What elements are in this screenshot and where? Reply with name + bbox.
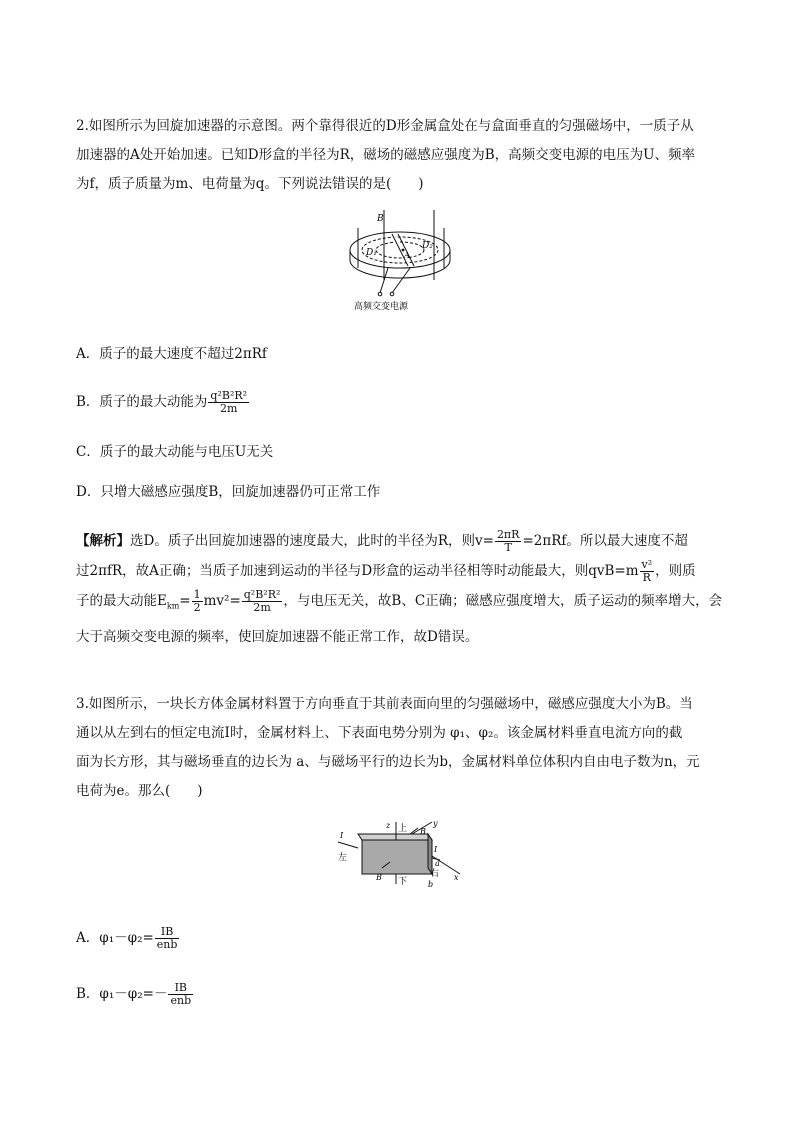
analysis-l4: 大于高频交变电源的频率，使回旋加速器不能正常工作，故D错误。 (76, 628, 479, 645)
cyclotron-figure (340, 208, 460, 318)
q3-option-b-fraction (168, 982, 193, 1007)
analysis-frac4 (242, 589, 283, 614)
q2-option-d: D．只增大磁感应强度B，回旋加速器仍可正常工作 (76, 484, 381, 500)
analysis-l3-sub: km (166, 601, 180, 611)
q2-option-b-num: q²B²R² (210, 389, 248, 402)
q3-option-a-prefix: A．φ₁－φ₂= (76, 930, 154, 946)
analysis-frac2 (640, 559, 655, 584)
q2-option-b-den: 2m (220, 402, 238, 415)
analysis-l2a: 过2πfR，故A正确；当质子加速到运动的半径与D形盒的运动半径相等时动能最大，则qvB=m (76, 563, 639, 579)
analysis-frac1 (495, 529, 522, 554)
q2-option-a: A．质子的最大速度不超过2πRf (76, 346, 267, 362)
q2-option-b (76, 390, 250, 415)
analysis-l1a: 选D。质子出回旋加速器的速度最大，此时的半径为R，则v= (130, 533, 494, 549)
q3-stem-line1: 3.如图所示，一块长方体金属材料置于方向垂直于其前表面向里的匀强磁场中，磁感应强度大小为B。当 (76, 696, 693, 712)
fig2-label-d2: D₂ (422, 241, 433, 251)
q2-stem-line3: 为f，质子质量为m、电荷量为q。下列说法错误的是( ) (76, 176, 424, 192)
fig2-caption: 高频交变电源 (354, 302, 409, 312)
q3-stem-line3: 面为长方形，其与磁场垂直的边长为 a、与磁场平行的边长为b，金属材料单位体积内自由电子数为n，元 (76, 754, 700, 770)
fig3-label-b-bottom: B (376, 873, 382, 882)
analysis-l1b: =2πRf。所以最大速度不超 (522, 533, 688, 549)
analysis-frac4-den: 2m (253, 601, 271, 614)
q3-option-a-num: IB (155, 926, 180, 939)
fig3-label-x: x (454, 873, 459, 882)
analysis-tag: 【解析】 (76, 533, 130, 549)
q3-option-a-fraction (155, 926, 180, 951)
fig2-label-b: B (377, 214, 384, 224)
analysis-frac3-num: 1 (193, 588, 201, 601)
q2-option-c: C．质子的最大动能与电压U无关 (76, 444, 274, 460)
fig3-label-down: 下 (398, 877, 408, 887)
q3-option-b-den: enb (170, 994, 192, 1007)
fig3-label-left: 左 (338, 853, 348, 863)
q3-option-b-prefix: B．φ₁－φ₂=－ (76, 986, 168, 1002)
hall-effect-figure (336, 818, 466, 890)
analysis-l3b: = (179, 593, 191, 609)
analysis-frac3-den: 2 (193, 601, 201, 614)
fig3-label-up: 上 (398, 824, 408, 834)
q2-stem-line2: 加速器的A处开始加速。已知D形盒的半径为R，磁场的磁感应强度为B，高频交变电源的电压为U、频率 (76, 147, 696, 163)
analysis-frac2-num: v² (641, 558, 653, 571)
q3-stem-line4: 电荷为e。那么( ) (76, 783, 203, 799)
analysis-frac2-den: R (642, 571, 651, 584)
analysis-l3a: 子的最大动能E (76, 593, 167, 609)
q2-stem-line1: 2.如图所示为回旋加速器的示意图。两个靠得很近的D形金属盒处在与盒面垂直的匀强磁场中，一质子从 (76, 118, 694, 134)
q2-option-b-prefix: B．质子的最大动能为 (76, 394, 208, 410)
analysis-l3d: ，与电压无关，故B、C正确；磁感应强度增大，质子运动的频率增大，会 (283, 593, 723, 609)
fig3-label-b-top: B (420, 827, 426, 836)
fig3-label-i-right: I (434, 845, 438, 854)
fig3-label-right: 右 (430, 869, 440, 879)
analysis-frac1-num: 2πR (496, 528, 520, 541)
analysis-l3c: mv²= (203, 593, 241, 609)
q3-option-b (76, 982, 194, 1007)
fig3-label-i-left: I (340, 831, 344, 840)
q3-stem-line2: 通以从左到右的恒定电流I时，金属材料上、下表面电势分别为 φ₁、φ₂。该金属材料垂直电流方向的截 (76, 725, 683, 741)
q3-stem (76, 690, 736, 806)
fig3-label-z: z (386, 821, 391, 830)
analysis-frac1-den: T (504, 541, 512, 554)
analysis-frac4-num: q²B²R² (243, 588, 281, 601)
analysis-l2b: ，则质 (655, 563, 696, 579)
q2-stem (76, 112, 736, 199)
fig2-label-a: A (404, 251, 410, 260)
fig3-label-a: a (435, 859, 440, 868)
fig2-label-d1: D₁ (366, 248, 377, 258)
analysis-frac3 (192, 589, 203, 614)
q3-option-b-num: IB (168, 982, 193, 995)
fig3-label-y: y (433, 819, 438, 828)
q3-option-a (76, 926, 180, 951)
q3-option-a-den: enb (156, 938, 178, 951)
q2-option-b-fraction (208, 390, 249, 415)
analysis (76, 526, 736, 652)
fig3-label-b: b (428, 880, 434, 889)
